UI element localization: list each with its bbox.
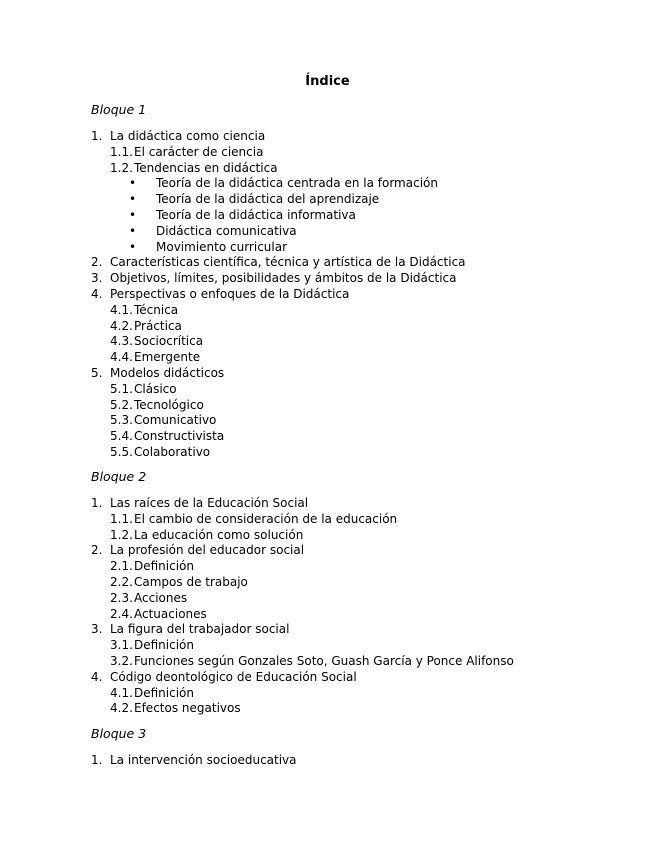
- item-text: Teoría de la didáctica del aprendizaje: [156, 192, 380, 207]
- item-text: Definición: [134, 638, 194, 653]
- item-number: 5.: [91, 365, 103, 380]
- subsection-item: [91, 653, 514, 670]
- item-number: 3.2.: [110, 653, 133, 668]
- bullet-list-item: [91, 192, 380, 208]
- item-number: 5.2.: [110, 397, 133, 412]
- item-text: Clásico: [134, 381, 177, 396]
- block-3-list: [91, 753, 297, 769]
- item-number: 1.1.: [110, 511, 133, 526]
- subsection-item: [91, 701, 241, 717]
- item-text: Tendencias en didáctica: [134, 160, 278, 175]
- section-item: [91, 286, 350, 303]
- section-item: [91, 129, 266, 145]
- block-1-list: [91, 129, 466, 461]
- subsection-item: [91, 685, 194, 702]
- item-text: Acciones: [134, 590, 188, 605]
- item-number: 3.: [91, 271, 103, 286]
- section-item: [91, 753, 297, 769]
- block-title: Bloque 2: [91, 469, 147, 484]
- item-text: La didáctica como ciencia: [110, 129, 266, 143]
- item-text: Características científica, técnica y artística de la Didáctica: [110, 255, 466, 270]
- item-text: Funciones según Gonzales Soto, Guash García y Ponce Alifonso: [134, 653, 514, 668]
- section-item: [91, 271, 457, 287]
- section-item: [91, 496, 309, 512]
- item-number: 1.2.: [110, 160, 133, 175]
- item-text: Constructivista: [134, 429, 225, 444]
- subsection-item: [91, 590, 188, 607]
- item-number: 4.2.: [110, 318, 133, 333]
- item-text: Teoría de la didáctica informativa: [156, 207, 356, 222]
- item-number: 5.3.: [110, 413, 133, 428]
- item-number: 2.2.: [110, 574, 133, 589]
- item-text: Campos de trabajo: [134, 574, 248, 589]
- subsection-item: [91, 606, 207, 623]
- bullet-list-item: [91, 239, 288, 256]
- item-number: 1.: [91, 753, 103, 767]
- item-number: 1.: [91, 129, 103, 143]
- item-text: La profesión del educador social: [110, 543, 305, 558]
- item-text: Código deontológico de Educación Social: [110, 669, 357, 684]
- block-1: [91, 102, 466, 461]
- subsection-item: [91, 144, 264, 161]
- subsection-item: [91, 334, 204, 350]
- item-number: 4.3.: [110, 334, 133, 349]
- item-text: Actuaciones: [134, 606, 207, 621]
- item-text: Teoría de la didáctica centrada en la formación: [156, 176, 438, 191]
- section-item: [91, 255, 466, 271]
- item-text: Perspectivas o enfoques de la Didáctica: [110, 286, 350, 301]
- item-text: Tecnológico: [134, 397, 204, 412]
- section-item: [91, 365, 225, 382]
- block-2: [91, 469, 514, 717]
- item-number: 4.4.: [110, 350, 133, 365]
- bullet-marker: •: [129, 223, 137, 238]
- subsection-item: [91, 318, 182, 335]
- block-2-list: [91, 496, 514, 717]
- item-number: 5.4.: [110, 429, 133, 444]
- item-text: Objetivos, límites, posibilidades y ámbitos de la Didáctica: [110, 271, 457, 286]
- section-item: [91, 622, 290, 638]
- bullet-marker: •: [129, 176, 137, 191]
- section-item: [91, 669, 357, 686]
- item-number: 2.4.: [110, 606, 133, 621]
- item-text: Colaborativo: [134, 444, 211, 459]
- item-number: 1.: [91, 496, 103, 510]
- subsection-item: [91, 511, 398, 528]
- item-text: Comunicativo: [134, 413, 217, 428]
- item-text: Técnica: [134, 302, 179, 317]
- item-text: Definición: [134, 685, 194, 700]
- subsection-item: [91, 527, 304, 544]
- item-text: La educación como solución: [134, 527, 304, 542]
- item-text: Efectos negativos: [134, 701, 241, 716]
- subsection-item: [91, 413, 217, 429]
- subsection-item: [91, 381, 177, 398]
- item-text: Sociocrítica: [134, 334, 204, 349]
- bullet-list-item: [91, 176, 438, 192]
- item-text: Modelos didácticos: [110, 365, 225, 380]
- page-title: Índice: [305, 74, 350, 89]
- item-number: 4.1.: [110, 302, 133, 317]
- item-number: 3.: [91, 622, 103, 637]
- block-3: [91, 726, 297, 769]
- subsection-item: [91, 302, 179, 319]
- item-number: 5.5.: [110, 444, 133, 459]
- section-item: [91, 543, 305, 559]
- subsection-item: [91, 350, 201, 366]
- item-number: 4.2.: [110, 701, 133, 716]
- item-text: El carácter de ciencia: [134, 144, 264, 159]
- block-title: Bloque 1: [91, 102, 147, 117]
- item-number: 2.: [91, 543, 103, 558]
- bullet-list-item: [91, 223, 297, 240]
- item-number: 4.: [91, 669, 103, 684]
- item-number: 2.: [91, 255, 103, 270]
- bullet-marker: •: [129, 239, 137, 254]
- subsection-item: [91, 574, 248, 591]
- item-text: Las raíces de la Educación Social: [110, 496, 309, 510]
- item-text: Didáctica comunicativa: [156, 223, 297, 238]
- subsection-item: [91, 160, 278, 177]
- item-number: 4.1.: [110, 685, 133, 700]
- item-number: 4.: [91, 286, 103, 301]
- subsection-item: [91, 397, 204, 414]
- bullet-marker: •: [129, 207, 137, 222]
- block-title: Bloque 3: [91, 726, 147, 741]
- bullet-list-item: [91, 207, 356, 224]
- item-number: 1.1.: [110, 144, 133, 159]
- subsection-item: [91, 559, 194, 575]
- item-number: 1.2.: [110, 527, 133, 542]
- item-text: Emergente: [134, 350, 201, 365]
- item-text: Definición: [134, 559, 194, 574]
- subsection-item: [91, 429, 225, 445]
- bullet-marker: •: [129, 192, 137, 207]
- item-number: 2.1.: [110, 559, 133, 574]
- item-number: 5.1.: [110, 381, 133, 396]
- item-number: 2.3.: [110, 590, 133, 605]
- item-text: El cambio de consideración de la educación: [134, 511, 398, 526]
- item-text: Práctica: [134, 318, 182, 333]
- item-text: La figura del trabajador social: [110, 622, 290, 637]
- item-number: 3.1.: [110, 638, 133, 653]
- subsection-item: [91, 444, 211, 461]
- item-text: Movimiento curricular: [156, 239, 288, 254]
- subsection-item: [91, 638, 194, 654]
- item-text: La intervención socioeducativa: [110, 753, 297, 767]
